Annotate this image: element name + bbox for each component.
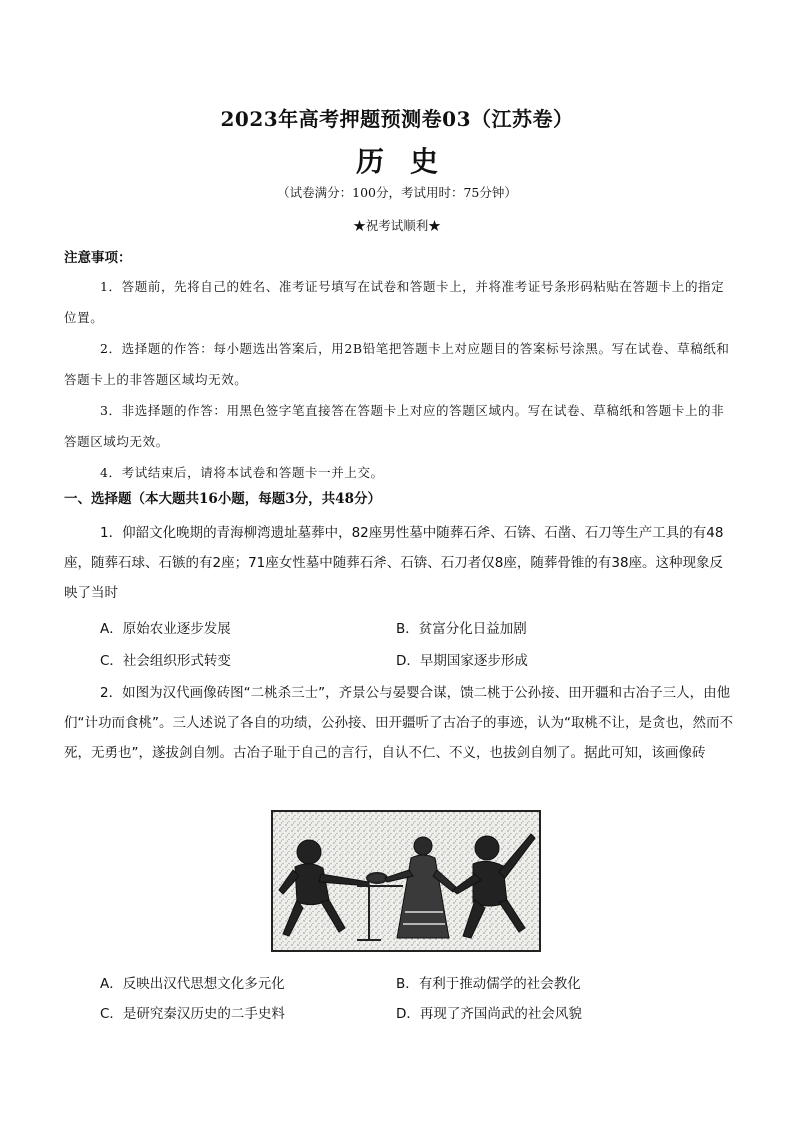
- exam-info: （试卷满分：100分，考试用时：75分钟）: [277, 185, 517, 200]
- question-1-option-a[interactable]: A．原始农业逐步发展: [100, 621, 231, 637]
- han-brick-relief-image: [271, 810, 541, 952]
- good-luck-line: ★祝考试顺利★: [353, 218, 441, 233]
- brick-relief-illustration: [273, 812, 539, 950]
- notice-heading: 注意事项：: [64, 250, 132, 266]
- question-1-option-d[interactable]: D．早期国家逐步形成: [396, 653, 528, 669]
- notice-item: 2．选择题的作答：每小题选出答案后，用2B铅笔把答题卡上对应题目的答案标号涂黑。写在试卷、草稿纸和答题卡上的非答题区域均无效。: [64, 341, 730, 387]
- notice-item: 3．非选择题的作答：用黑色签字笔直接答在答题卡上对应的答题区域内。写在试卷、草稿纸和答题卡上的非答题区域均无效。: [64, 403, 725, 449]
- notice-item: 4．考试结束后，请将本试卷和答题卡一并上交。: [100, 465, 384, 480]
- notice-item: 1．答题前，先将自己的姓名、准考证号填写在试卷和答题卡上，并将准考证号条形码粘贴在答题卡上的指定位置。: [64, 279, 725, 325]
- question-1-stem: 1．仰韶文化晚期的青海柳湾遗址墓葬中，82座男性墓中随葬石斧、石锛、石凿、石刀等生产工具的有48座，随葬石球、石镞的有2座；71座女性墓中随葬石斧、石锛、石刀者仅8座，随葬骨锥的有38座。这种现象反映了当时: [64, 525, 724, 601]
- question-2-option-c[interactable]: C．是研究秦汉历史的二手史料: [100, 1006, 285, 1022]
- question-2-option-d[interactable]: D．再现了齐国尚武的社会风貌: [396, 1006, 582, 1022]
- question-2-option-a[interactable]: A．反映出汉代思想文化多元化: [100, 976, 285, 992]
- question-2-stem: 2．如图为汉代画像砖图“二桃杀三士”，齐景公与晏婴合谋，馈二桃于公孙接、田开疆和古冶子三人，由他们“计功而食桃”。三人述说了各自的功绩，公孙接、田开疆听了古冶子的事迹，认为“取桃不让，是贪也，然而不死，无勇也”，遂拔剑自刎。古冶子耻于自己的言行，自认不仁、不义，也拔剑自刎了。据此可知，该画像砖: [64, 685, 733, 761]
- exam-title: 2023年高考押题预测卷03（江苏卷）: [220, 107, 574, 131]
- question-2-option-b[interactable]: B．有利于推动儒学的社会教化: [396, 976, 581, 992]
- question-1-option-b[interactable]: B．贫富分化日益加剧: [396, 621, 527, 637]
- section-heading: 一、选择题（本大题共16小题，每题3分，共48分）: [64, 491, 381, 507]
- subject-title: 历史: [355, 145, 464, 178]
- question-1-option-c[interactable]: C．社会组织形式转变: [100, 653, 231, 669]
